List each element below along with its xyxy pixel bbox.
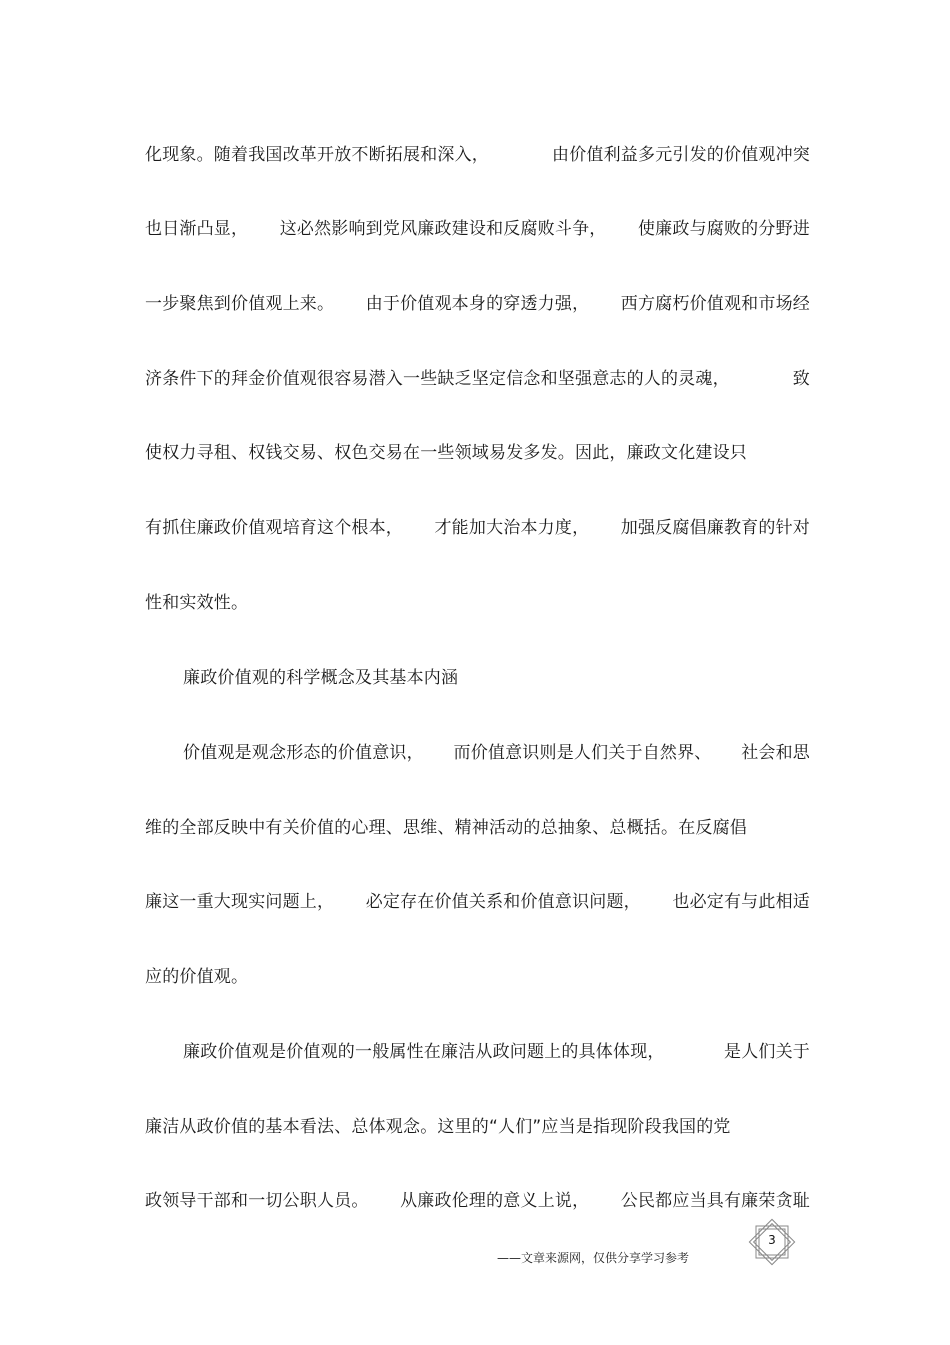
text-line-1	[145, 143, 810, 167]
text-segment: 才能加大治本力度，	[434, 518, 590, 538]
page-number-badge	[748, 1218, 796, 1266]
text-segment: 廉这一重大现实问题上，	[145, 892, 335, 912]
text-segment: 政领导干部和一切公职人员。	[145, 1191, 369, 1211]
text-line-12	[145, 965, 810, 989]
text-segment: 使权力寻租、权钱交易、权色交易在一些领域易发多发。因此，廉政文化建设只	[145, 443, 747, 463]
text-segment: 应的价值观。	[145, 967, 249, 987]
text-line-9	[183, 741, 810, 765]
text-line-5	[145, 441, 810, 465]
text-segment: 一步聚焦到价值观上来。	[145, 294, 335, 314]
text-segment: 维的全部反映中有关价值的心理、思维、精神活动的总抽象、总概括。在反腐倡	[145, 818, 747, 838]
text-segment: 这必然影响到党风廉政建设和反腐败斗争，	[279, 219, 607, 239]
text-segment: 西方腐朽价值观和市场经	[620, 294, 810, 314]
text-segment: 由价值利益多元引发的价值观冲突	[552, 145, 810, 165]
text-segment: 而价值意识则是人们关于自然界、	[453, 743, 712, 763]
text-segment: 公民都应当具有廉荣贪耻	[620, 1191, 810, 1211]
text-line-11	[145, 890, 810, 914]
text-segment: 也必定有与此相适	[672, 892, 810, 912]
text-segment: 也日渐凸显，	[145, 219, 249, 239]
text-segment: 化现象。随着我国改革开放不断拓展和深入，	[145, 145, 489, 165]
section-heading	[183, 666, 810, 690]
text-line-3	[145, 292, 810, 316]
text-segment: 从廉政伦理的意义上说，	[400, 1191, 590, 1211]
text-segment: 有抓住廉政价值观培育这个根本，	[145, 518, 403, 538]
text-line-6	[145, 516, 810, 540]
text-line-15	[145, 1189, 810, 1213]
text-segment: 廉洁从政价值的基本看法、总体观念。这里的“人们”应当是指现阶段我国的党	[145, 1117, 731, 1137]
page-number: 3	[768, 1233, 776, 1247]
text-segment: 是人们关于	[724, 1042, 810, 1062]
text-segment: 由于价值观本身的穿透力强，	[365, 294, 590, 314]
text-segment: 社会和思	[741, 743, 810, 763]
text-segment: 性和实效性。	[145, 593, 249, 613]
text-segment: 廉政价值观是价值观的一般属性在廉洁从政问题上的具体体现，	[183, 1042, 665, 1062]
text-line-2	[145, 217, 810, 241]
text-segment: 致	[792, 369, 810, 389]
text-line-13	[183, 1040, 810, 1064]
text-segment: 价值观是观念形态的价值意识，	[183, 743, 424, 763]
text-segment: 加强反腐倡廉教育的针对	[620, 518, 810, 538]
text-line-10	[145, 816, 810, 840]
text-line-7	[145, 591, 810, 615]
text-line-4	[145, 367, 810, 391]
heading-text: 廉政价值观的科学概念及其基本内涵	[183, 668, 459, 688]
footer-source-note: ——文章来源网，仅供分享学习参考	[497, 1251, 690, 1265]
text-line-14	[145, 1115, 810, 1139]
text-segment: 济条件下的拜金价值观很容易潜入一些缺乏坚定信念和坚强意志的人的灵魂，	[145, 369, 730, 389]
text-segment: 必定存在价值关系和价值意识问题，	[365, 892, 641, 912]
text-segment: 使廉政与腐败的分野进	[637, 219, 810, 239]
